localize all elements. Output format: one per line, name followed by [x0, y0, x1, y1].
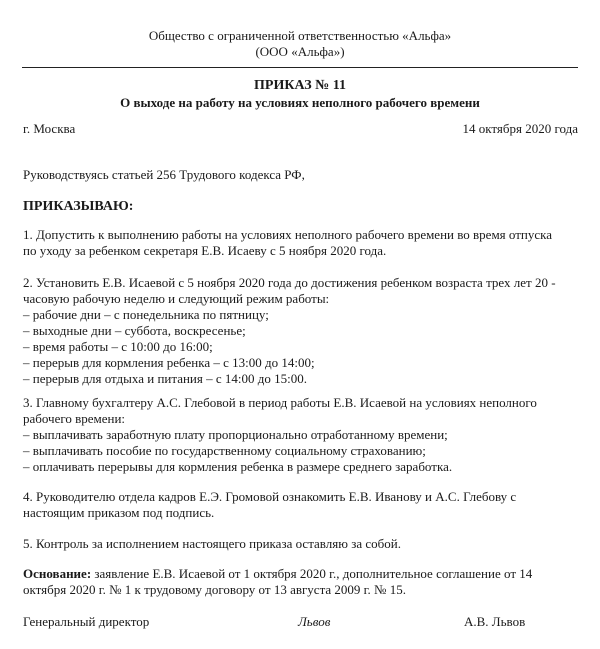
signatory-name: А.В. Львов [464, 614, 526, 629]
place: г. Москва [23, 121, 76, 136]
item-line: по уходу за ребенком секретаря Е.В. Исаеву с 5 ноября 2020 года. [23, 243, 387, 258]
item-line: настоящим приказом под подпись. [23, 505, 215, 520]
basis-label: Основание: [23, 566, 92, 581]
signatory-position: Генеральный директор [23, 614, 150, 629]
item-line: – перерыв для отдыха и питания – с 14:00 до 15:00. [23, 371, 307, 386]
order-item-2 [23, 275, 583, 387]
order-item-5 [23, 536, 583, 552]
order-word: ПРИКАЗЫВАЮ: [23, 199, 134, 214]
item-line: часовую рабочую неделю и следующий режим работы: [23, 291, 330, 306]
order-item-3 [23, 395, 583, 475]
item-line: – оплачивать перерывы для кормления ребенка в размере среднего заработка. [23, 459, 453, 474]
signature: Львов [298, 614, 331, 629]
item-line: – время работы – с 10:00 до 16:00; [23, 339, 213, 354]
basis-text-cont: октября 2020 г. № 1 к трудовому договору от 13 августа 2009 г. № 15. [23, 582, 406, 597]
item-line: – рабочие дни – с понедельника по пятницу; [23, 307, 269, 322]
org-name: Общество с ограниченной ответственностью «Альфа» [148, 28, 452, 43]
item-line: – перерыв для кормления ребенка – с 13:00 до 14:00; [23, 355, 315, 370]
item-line: – выходные дни – суббота, воскресенье; [23, 323, 246, 338]
order-title: ПРИКАЗ № 11 [254, 78, 346, 93]
item-line: 5. Контроль за исполнением настоящего приказа оставляю за собой. [23, 536, 401, 551]
item-line: – выплачивать пособие по государственному социальному страхованию; [23, 443, 426, 458]
item-line: – выплачивать заработную плату пропорционально отработанному времени; [23, 427, 448, 442]
order-date: 14 октября 2020 года [462, 121, 578, 136]
order-item-4 [23, 489, 583, 521]
item-line: 2. Установить Е.В. Исаевой с 5 ноября 2020 года до достижения ребенком возраста трех лет 20 - [23, 275, 556, 290]
item-line: рабочего времени: [23, 411, 126, 426]
order-item-1 [23, 227, 583, 259]
basis-text: заявление Е.В. Исаевой от 1 октября 2020 г., дополнительное соглашение от 14 [91, 566, 533, 581]
item-line: 3. Главному бухгалтеру А.С. Глебовой в период работы Е.В. Исаевой на условиях неполного [23, 395, 537, 410]
header-divider [22, 67, 578, 68]
org-short-name: (ООО «Альфа») [255, 44, 345, 59]
basis [23, 566, 583, 598]
preamble: Руководствуясь статьей 256 Трудового кодекса РФ, [23, 167, 305, 182]
item-line: 1. Допустить к выполнению работы на условиях неполного рабочего времени во время отпуска [23, 227, 553, 242]
item-line: 4. Руководителю отдела кадров Е.Э. Громовой ознакомить Е.В. Иванову и А.С. Глебову с [23, 489, 517, 504]
order-subject: О выходе на работу на условиях неполного рабочего времени [120, 95, 480, 110]
